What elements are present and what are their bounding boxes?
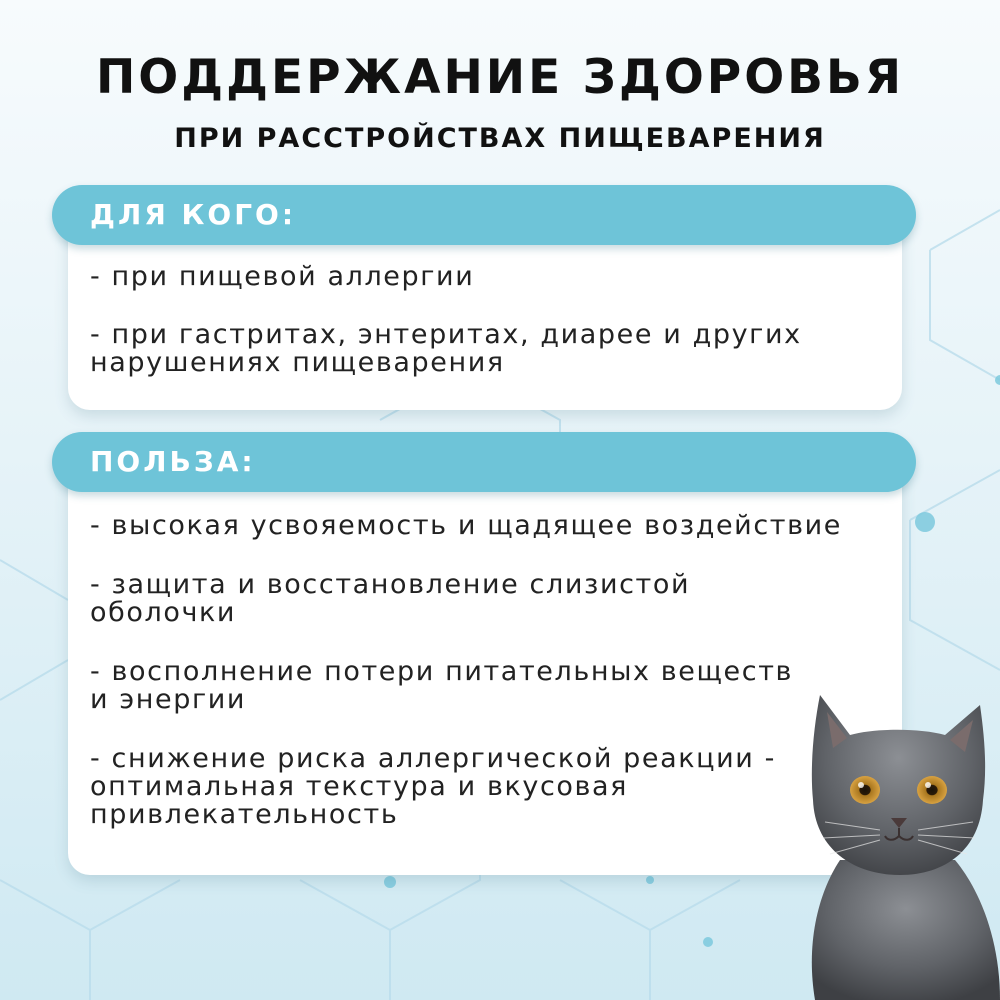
benefits-card (68, 460, 902, 875)
list-item: - при пищевой аллергии (90, 261, 475, 292)
benefits-label: ПОЛЬЗА: (90, 445, 256, 478)
audience-list (90, 263, 892, 407)
benefits-list (90, 512, 892, 860)
page-subtitle: ПРИ РАССТРОЙСТВАХ ПИЩЕВАРЕНИЯ (174, 123, 826, 154)
list-item: - при гастритах, энтеритах, диарее и других нарушениях пищеварения (90, 319, 802, 378)
audience-header-pill (52, 185, 916, 245)
benefits-header-pill (52, 432, 916, 492)
list-item: - высокая усвояемость и щадящее воздействие (90, 510, 842, 541)
audience-label: ДЛЯ КОГО: (90, 198, 297, 231)
list-item: - снижение риска аллергической реакции - оптимальная текстура и вкусовая привлекательность (90, 743, 776, 830)
list-item: - восполнение потери питательных веществ и энергии (90, 656, 794, 715)
page-title: ПОДДЕРЖАНИЕ ЗДОРОВЬЯ (95, 50, 905, 105)
cat-photo-icon (795, 690, 1000, 1000)
list-item: - защита и восстановление слизистой оболочки (90, 569, 691, 628)
